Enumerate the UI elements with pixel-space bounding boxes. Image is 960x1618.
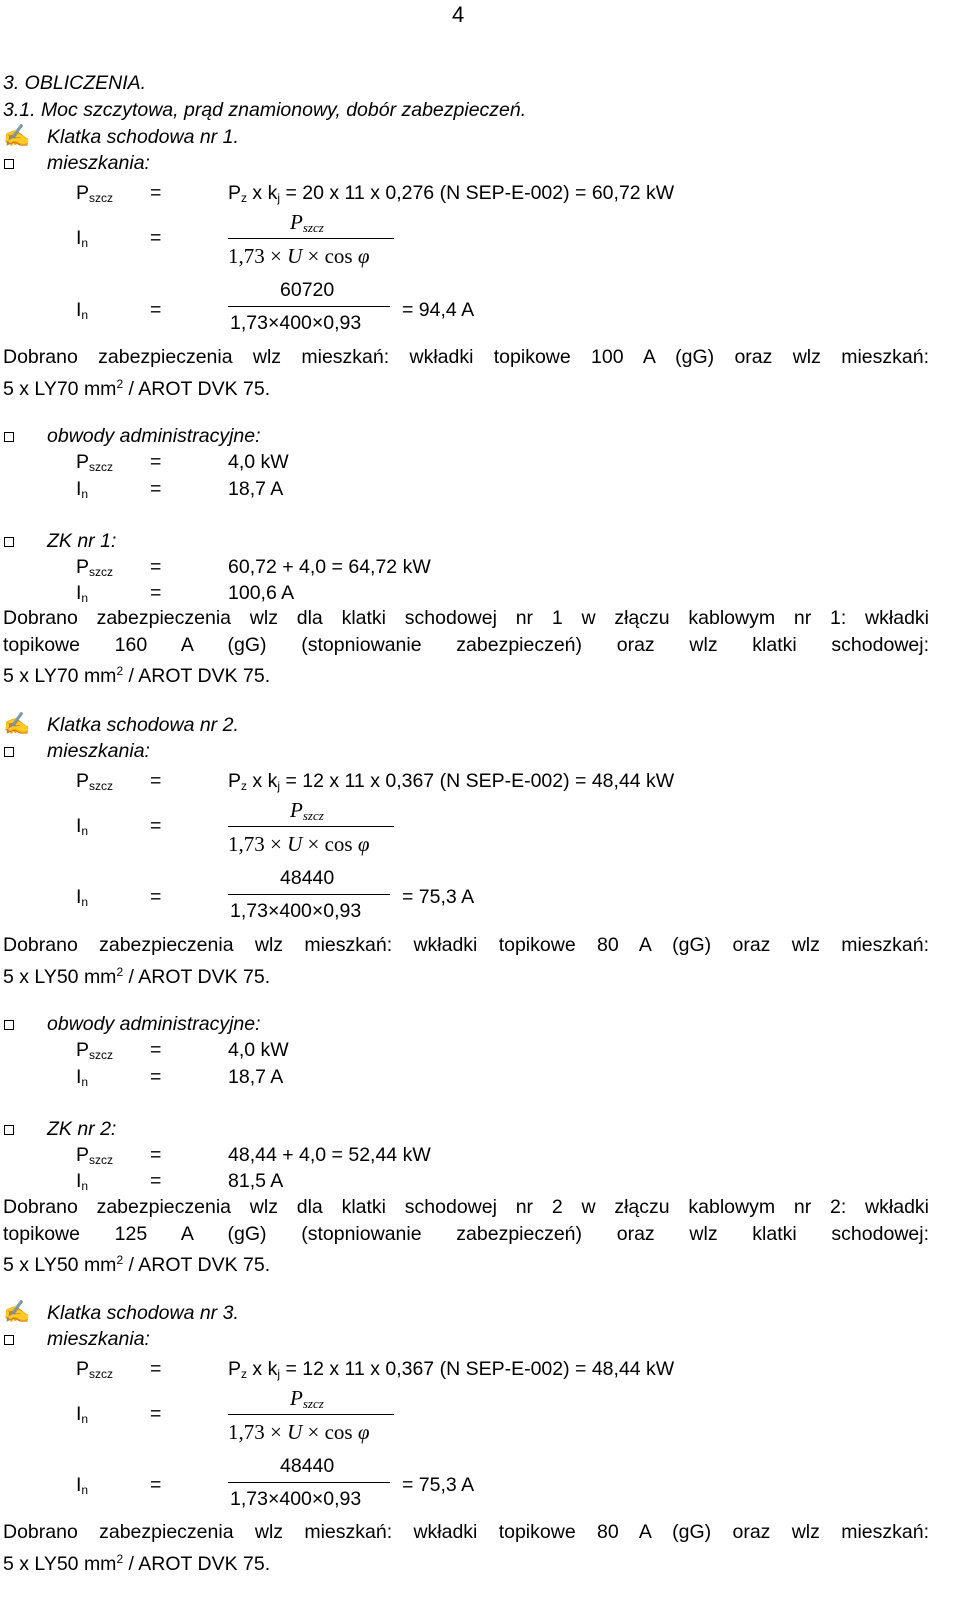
calc-result: = 75,3 A xyxy=(402,1474,475,1496)
zk-title: ZK nr 2: xyxy=(47,1118,117,1140)
checkbox-bullet-icon xyxy=(4,159,14,169)
arrow-bullet-icon: ✍ xyxy=(3,1299,31,1324)
calc-denominator: 1,73×400×0,93 xyxy=(230,312,362,334)
equals-sign: = xyxy=(150,770,162,792)
i-n-label: $I_n$ xyxy=(76,478,89,501)
i-n-label: $I_n$ xyxy=(76,1474,89,1497)
equals-sign: = xyxy=(150,582,162,604)
obwody-p-value: 4,0 kW xyxy=(228,451,289,473)
i-n-label: $I_n$ xyxy=(76,886,89,909)
paragraph-line: Dobrano zabezpieczenia wlz dla klatki schodowej nr 2 w złączu kablowym nr 2: wkładki xyxy=(3,1196,929,1218)
formula-denominator: 1,73 × U × cos φ xyxy=(228,1420,370,1444)
fraction-bar xyxy=(228,306,390,307)
paragraph-line: Dobrano zabezpieczenia wlz mieszkań: wkładki topikowe 100 A (gG) oraz wlz mieszkań: xyxy=(3,346,929,368)
mieszkania-title: mieszkania: xyxy=(47,1328,150,1350)
equals-sign: = xyxy=(150,556,162,578)
obwody-p-value: 4,0 kW xyxy=(228,1039,289,1061)
p-szcz-label: $P_{szcz}$ xyxy=(76,556,114,579)
i-n-label: $I_n$ xyxy=(76,299,89,322)
calc-result: = 75,3 A xyxy=(402,886,475,908)
calc-denominator: 1,73×400×0,93 xyxy=(230,900,362,922)
fraction-bar xyxy=(228,1414,394,1415)
obwody-title: obwody administracyjne: xyxy=(47,425,261,447)
obwody-title: obwody administracyjne: xyxy=(47,1013,261,1035)
dobrano-paragraph xyxy=(3,1519,929,1575)
checkbox-bullet-icon xyxy=(4,1020,14,1030)
subsection-heading: 3.1. Moc szczytowa, prąd znamionowy, dobór zabezpieczeń. xyxy=(3,99,527,121)
zk-title: ZK nr 1: xyxy=(47,530,117,552)
formula-numerator: $P_{szcz}$ xyxy=(290,1386,324,1411)
equals-sign: = xyxy=(150,1039,162,1061)
checkbox-bullet-icon xyxy=(4,1125,14,1135)
fraction-bar xyxy=(228,238,394,239)
equals-sign: = xyxy=(150,886,162,908)
p-szcz-expression: $P_z$ x $k_j = 12$ x 11 x 0,367 (N SEP-E-002) = 48,44 kW xyxy=(228,1358,675,1381)
p-szcz-expression: $P_z$ x $k_j = 20$ x 11 x 0,276 (N SEP-E-002) = 60,72 kW xyxy=(228,182,675,205)
i-n-label: $I_n$ xyxy=(76,227,89,250)
i-n-label: $I_n$ xyxy=(76,582,89,605)
paragraph-line: 5 x LY70 $mm^2$ / AROT DVK 75. xyxy=(3,664,271,687)
i-n-label: $I_n$ xyxy=(76,1066,89,1089)
checkbox-bullet-icon xyxy=(4,747,14,757)
page-number: 4 xyxy=(452,2,465,27)
p-szcz-label: $P_{szcz}$ xyxy=(76,1358,114,1381)
checkbox-bullet-icon xyxy=(4,432,14,442)
fraction-bar xyxy=(228,894,390,895)
equals-sign: = xyxy=(150,1066,162,1088)
equals-sign: = xyxy=(150,1170,162,1192)
zk-paragraph xyxy=(3,1194,929,1274)
dobrano-paragraph xyxy=(3,344,929,400)
p-szcz-label: $P_{szcz}$ xyxy=(76,770,114,793)
p-szcz-label: $P_{szcz}$ xyxy=(76,182,114,205)
paragraph-line: 5 x LY50 $mm^2$ / AROT DVK 75. xyxy=(3,1253,271,1276)
equals-sign: = xyxy=(150,299,162,321)
paragraph-line: Dobrano zabezpieczenia wlz dla klatki schodowej nr 1 w złączu kablowym nr 1: wkładki xyxy=(3,607,929,629)
p-szcz-label: $P_{szcz}$ xyxy=(76,1144,114,1167)
i-n-label: $I_n$ xyxy=(76,1403,89,1426)
equals-sign: = xyxy=(150,1474,162,1496)
paragraph-line: 5 x LY50 $mm^2$ / AROT DVK 75. xyxy=(3,1551,271,1575)
calc-numerator: 48440 xyxy=(280,867,335,889)
calc-numerator: 48440 xyxy=(280,1455,335,1477)
equals-sign: = xyxy=(150,815,162,837)
fraction-bar xyxy=(228,1482,390,1483)
mieszkania-title: mieszkania: xyxy=(47,152,150,174)
calc-denominator: 1,73×400×0,93 xyxy=(230,1488,362,1510)
checkbox-bullet-icon xyxy=(4,1335,14,1345)
paragraph-line: topikowe 160 A (gG) (stopniowanie zabezpieczeń) oraz wlz klatki schodowej: xyxy=(3,633,929,656)
zk-p-value: 60,72 + 4,0 = 64,72 kW xyxy=(228,556,431,578)
i-n-label: $I_n$ xyxy=(76,1170,89,1193)
zk-i-value: 100,6 A xyxy=(228,582,295,604)
paragraph-line: topikowe 125 A (gG) (stopniowanie zabezpieczeń) oraz wlz klatki schodowej: xyxy=(3,1222,929,1245)
section-heading: 3. OBLICZENIA. xyxy=(3,72,147,94)
calc-numerator: 60720 xyxy=(280,279,335,301)
calc-result: = 94,4 A xyxy=(402,299,475,321)
p-szcz-label: $P_{szcz}$ xyxy=(76,451,114,474)
formula-numerator: $P_{szcz}$ xyxy=(290,210,324,235)
formula-denominator: 1,73 × U × cos φ xyxy=(228,244,370,268)
fraction-bar xyxy=(228,826,394,827)
section-title: Klatka schodowa nr 2. xyxy=(47,714,239,736)
equals-sign: = xyxy=(150,1144,162,1166)
paragraph-line: Dobrano zabezpieczenia wlz mieszkań: wkładki topikowe 80 A (gG) oraz wlz mieszkań: xyxy=(3,1521,929,1543)
i-n-label: $I_n$ xyxy=(76,815,89,838)
paragraph-line: 5 x LY50 $mm^2$ / AROT DVK 75. xyxy=(3,964,271,988)
equals-sign: = xyxy=(150,227,162,249)
paragraph-line: 5 x LY70 $mm^2$ / AROT DVK 75. xyxy=(3,376,271,400)
arrow-bullet-icon: ✍ xyxy=(3,123,31,148)
zk-p-value: 48,44 + 4,0 = 52,44 kW xyxy=(228,1144,431,1166)
formula-denominator: 1,73 × U × cos φ xyxy=(228,832,370,856)
p-szcz-expression: $P_z$ x $k_j = 12$ x 11 x 0,367 (N SEP-E-002) = 48,44 kW xyxy=(228,770,675,793)
formula-numerator: $P_{szcz}$ xyxy=(290,798,324,823)
p-szcz-label: $P_{szcz}$ xyxy=(76,1039,114,1062)
mieszkania-title: mieszkania: xyxy=(47,740,150,762)
equals-sign: = xyxy=(150,451,162,473)
equals-sign: = xyxy=(150,182,162,204)
section-title: Klatka schodowa nr 1. xyxy=(47,126,239,148)
obwody-i-value: 18,7 A xyxy=(228,478,284,500)
zk-paragraph xyxy=(3,605,929,685)
section-title: Klatka schodowa nr 3. xyxy=(47,1302,239,1324)
dobrano-paragraph xyxy=(3,932,929,988)
equals-sign: = xyxy=(150,1403,162,1425)
zk-i-value: 81,5 A xyxy=(228,1170,284,1192)
obwody-i-value: 18,7 A xyxy=(228,1066,284,1088)
arrow-bullet-icon: ✍ xyxy=(3,711,31,736)
checkbox-bullet-icon xyxy=(4,537,14,547)
equals-sign: = xyxy=(150,1358,162,1380)
equals-sign: = xyxy=(150,478,162,500)
paragraph-line: Dobrano zabezpieczenia wlz mieszkań: wkładki topikowe 80 A (gG) oraz wlz mieszkań: xyxy=(3,934,929,956)
